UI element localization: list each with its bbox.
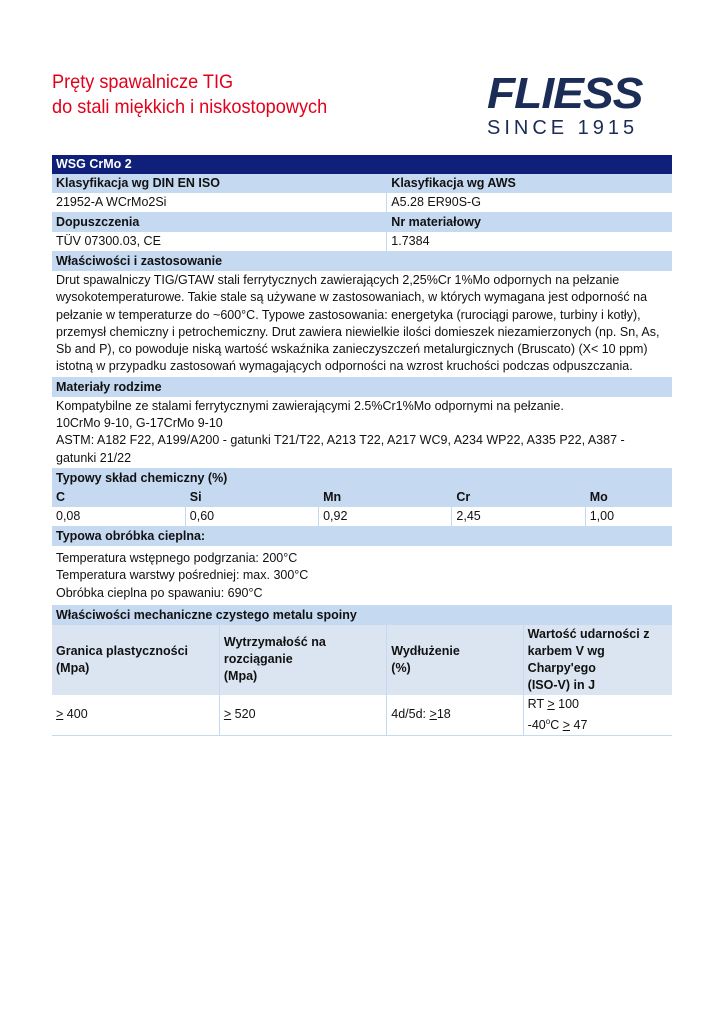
document-title: [52, 70, 327, 120]
heat-treatment-text: [52, 546, 672, 605]
heat-treatment-label: Typowa obróbka cieplna:: [52, 527, 672, 546]
tensile-value: [219, 695, 386, 736]
impact-low-prefix: -40: [527, 718, 546, 733]
logo-word: FLIESS: [487, 69, 643, 118]
yield-header: [52, 625, 219, 695]
gte-sign: >: [56, 707, 64, 722]
base-materials-line-3: ASTM: A182 F22, A199/A200 - gatunki T21/T22, A213 T22, A217 WC9, A234 WP22, A335 P22, A387 - gatunki 21/22: [56, 433, 625, 465]
value-mn: 0,92: [319, 507, 452, 527]
value-si: 0,60: [185, 507, 318, 527]
yield-header-line-2: (Mpa): [56, 660, 90, 675]
yield-header-line-1: Granica plastyczności: [56, 643, 189, 658]
base-materials-line-1: Kompatybilne ze stalami ferrytycznymi zawierającymi 2.5%Cr1%Mo odpornymi na pełzanie.: [56, 398, 564, 413]
din-value: 21952-A WCrMo2Si: [52, 193, 387, 213]
elongation-header: [387, 625, 523, 695]
datasheet-table: [52, 155, 672, 488]
impact-header: [523, 625, 672, 695]
impact-header-line-2: karbem V wg: [527, 643, 605, 658]
fliess-logo: [487, 69, 667, 139]
impact-header-line-4: (ISO-V) in J: [527, 677, 596, 692]
gte-sign: >: [429, 707, 437, 722]
element-si: Si: [185, 488, 318, 507]
elongation-header-line-2: (%): [391, 660, 411, 675]
gte-sign: >: [547, 696, 555, 711]
heat-treatment-line-1: Temperatura wstępnego podgrzania: 200°C: [56, 550, 298, 565]
title-line-2: do stali miękkich i niskostopowych: [52, 96, 328, 118]
degree-sup: o: [545, 716, 551, 726]
element-c: C: [52, 488, 185, 507]
element-cr: Cr: [452, 488, 585, 507]
properties-text: Drut spawalniczy TIG/GTAW stali ferrytycznych zawierających 2,25%Cr 1%Mo odpornych na pełzanie wysokotemperaturowe. Takie stale są używane w zastosowaniach, w których wymagana jest odporność na pełzanie w temperaturze do ~600°C. Typowe zastosowania: energetyka (rurociągi parowe, turbiny i kotły), przemysł chemiczny i petrochemiczny. Drut zawiera niewielkie ilości domieszek niezamierzonych (np. Sn, As, Sb and P), co powoduje niską wartość wskaźnika zanieczyszczeń metalurgicznych (Bruscato) (X< 10 ppm) istotną w przypadku zastosowań wymagających odporności na wzrost kruchości podczas odpuszczania.: [52, 271, 672, 377]
mechanical-label: Właściwości mechaniczne czystego metalu spoiny: [52, 605, 672, 625]
composition-table: [52, 488, 672, 527]
value-c: 0,08: [52, 507, 185, 527]
impact-header-line-1: Wartość udarności z: [527, 626, 650, 641]
element-mo: Mo: [585, 488, 672, 507]
tensile-header-line-1: Wytrzymałość na: [223, 635, 326, 650]
properties-label: Właściwości i zastosowanie: [52, 252, 672, 272]
impact-header-line-3: Charpy'ego: [527, 660, 596, 675]
value-cr: 2,45: [452, 507, 585, 527]
heat-treatment-line-3: Obróbka cieplna po spawaniu: 690°C: [56, 585, 263, 600]
din-label: Klasyfikacja wg DIN EN ISO: [52, 174, 387, 193]
tensile-header-line-3: (Mpa): [223, 669, 258, 684]
heat-treatment-line-2: Temperatura warstwy pośredniej: max. 300°C: [56, 568, 309, 583]
impact-value: [523, 695, 672, 736]
logo-since: SINCE 1915: [487, 117, 639, 139]
element-mn: Mn: [319, 488, 452, 507]
heat-treatment-table: [52, 527, 672, 625]
approval-label: Dopuszczenia: [52, 213, 387, 233]
impact-rt-prefix: RT: [527, 696, 548, 711]
yield-value: [52, 695, 219, 736]
gte-sign: >: [223, 707, 232, 722]
title-line-1: Pręty spawalnicze TIG: [52, 71, 234, 93]
tensile-number: 520: [231, 707, 256, 722]
base-materials-label: Materiały rodzime: [52, 377, 672, 397]
elongation-prefix: 4d/5d:: [391, 707, 430, 722]
base-materials-text: [52, 397, 672, 469]
aws-label: Klasyfikacja wg AWS: [387, 174, 672, 193]
elongation-number: 18: [436, 707, 451, 722]
approval-value: TÜV 07300.03, CE: [52, 232, 387, 252]
impact-rt: [528, 696, 668, 713]
mechanical-table: [52, 625, 672, 736]
impact-low-temp: [528, 713, 668, 734]
tensile-header-line-2: rozciąganie: [223, 652, 293, 667]
elongation-header-line-1: Wydłużenie: [391, 643, 460, 658]
material-number-label: Nr materiałowy: [387, 213, 672, 233]
impact-low-unit: C: [550, 718, 563, 733]
impact-low-number: 47: [570, 718, 588, 733]
base-materials-line-2: 10CrMo 9-10, G-17CrMo 9-10: [56, 416, 223, 431]
datasheet: [52, 155, 672, 736]
aws-value: A5.28 ER90S-G: [387, 193, 672, 213]
material-number-value: 1.7384: [387, 232, 672, 252]
composition-label: Typowy skład chemiczny (%): [52, 468, 672, 488]
value-mo: 1,00: [585, 507, 672, 527]
tensile-header: [219, 625, 386, 695]
product-name: WSG CrMo 2: [52, 155, 672, 174]
elongation-value: [387, 695, 523, 736]
gte-sign: >: [562, 718, 571, 733]
impact-rt-number: 100: [554, 696, 580, 711]
yield-number: 400: [63, 707, 88, 722]
